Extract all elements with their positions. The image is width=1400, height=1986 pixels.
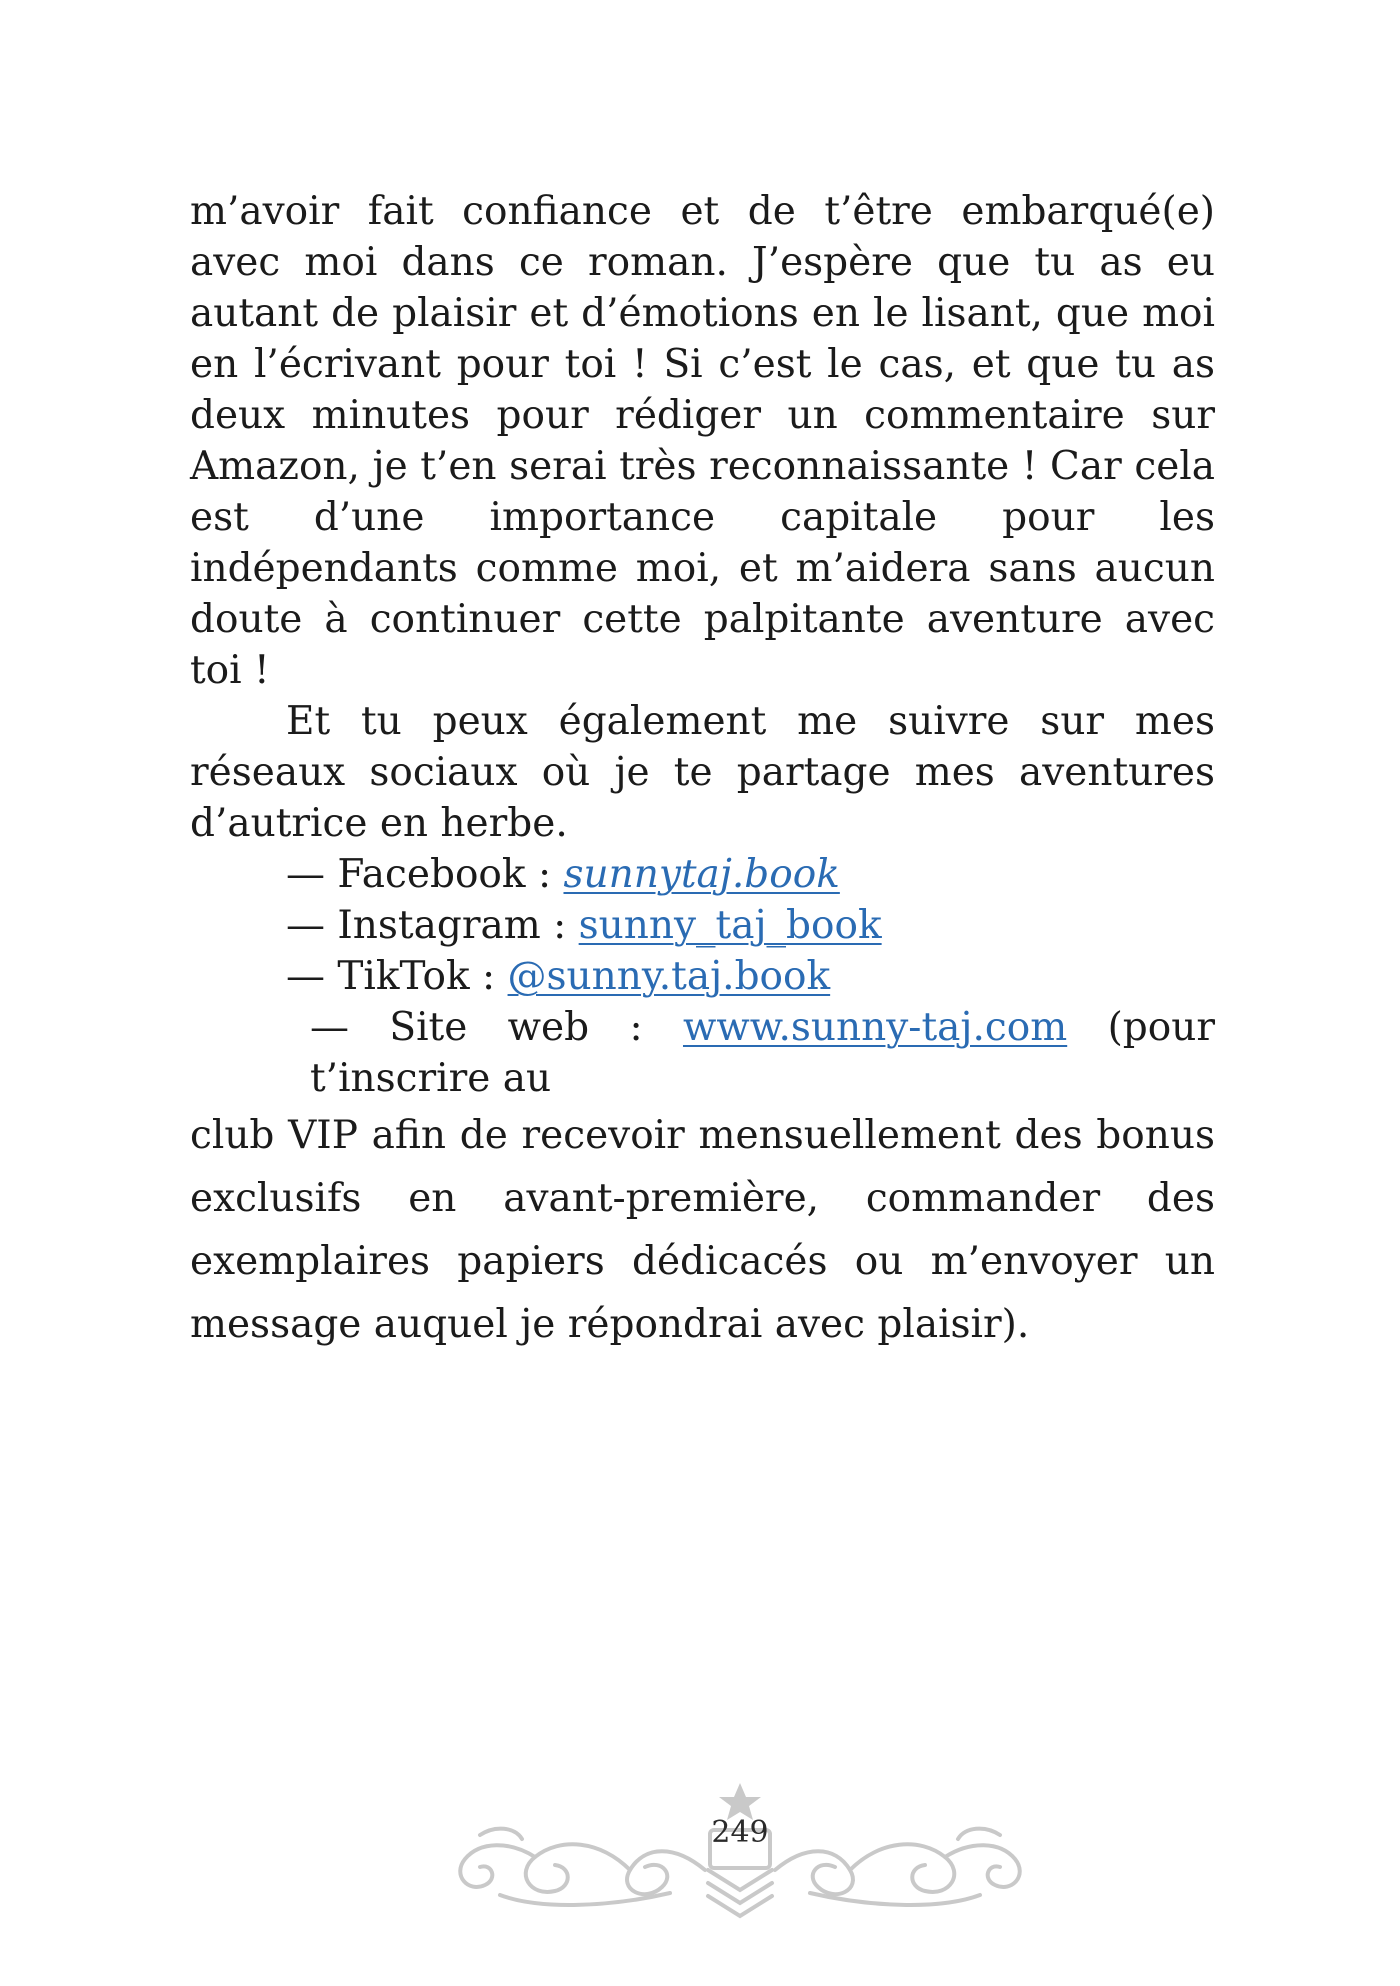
tiktok-label: — TikTok : — [286, 954, 508, 999]
decorative-scroll-ornament-icon — [440, 1775, 1040, 1930]
facebook-link[interactable]: sunnytaj.book — [563, 852, 840, 897]
paragraph-social-intro: Et tu peux également me suivre sur mes réseaux sociaux où je te partage mes aventures d’autrice en herbe. — [190, 699, 1215, 846]
instagram-link[interactable]: sunny_taj_book — [578, 903, 882, 948]
site-label: — Site web : — [310, 1005, 683, 1050]
site-link[interactable]: www.sunny-taj.com — [682, 1005, 1068, 1050]
paragraph-vip-club: club VIP afin de recevoir mensuellement des bonus exclusifs en avant-première, commander des exemplaires papiers dédicacés ou m’envoyer un message auquel je répondrai avec plaisir). — [190, 1113, 1215, 1347]
facebook-label: — Facebook : — [286, 852, 564, 897]
instagram-label: — Instagram : — [286, 903, 579, 948]
tiktok-link[interactable]: @sunny.taj.book — [507, 954, 831, 999]
social-tiktok — [190, 951, 1215, 1002]
social-website — [190, 1002, 1215, 1104]
paragraph-review-request: m’avoir fait confiance et de t’être embarqué(e) avec moi dans ce roman. J’espère que tu as eu autant de plaisir et d’émotions en le lisant, que moi en l’écrivant pour toi ! Si c’est le cas, et que tu as deux minutes pour rédiger un commentaire sur Amazon, je t’en serai très reconnaissante ! Car cela est d’une importance capitale pour les indépendants comme moi, et m’aidera sans aucun doute à continuer cette palpitante aventure avec toi ! — [190, 189, 1215, 693]
social-instagram — [190, 900, 1215, 951]
page-number: 249 — [711, 1815, 769, 1850]
site-after-text: (pour t’inscrire au — [310, 1005, 1215, 1101]
social-facebook — [190, 849, 1215, 900]
page-body — [190, 186, 1215, 1356]
